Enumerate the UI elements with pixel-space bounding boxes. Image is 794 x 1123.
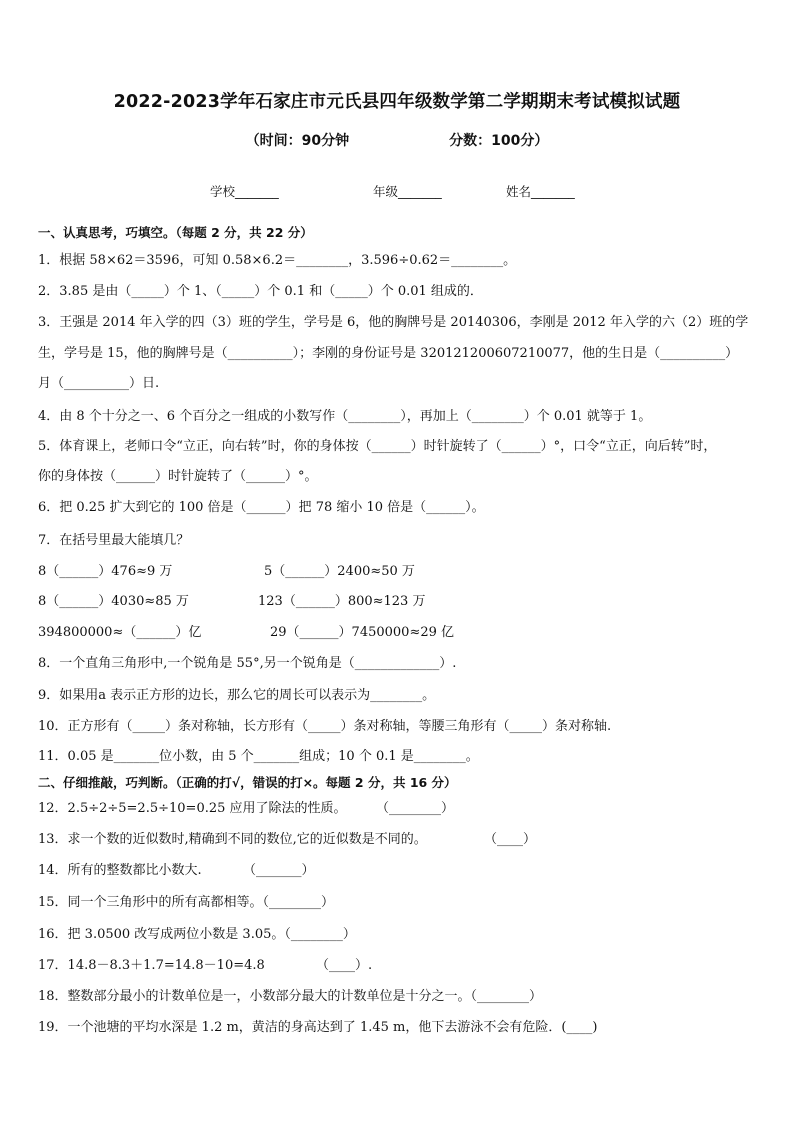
exam-score: 分数：100分） xyxy=(449,133,549,149)
school-field[interactable]: 学校_______ xyxy=(210,184,279,199)
question-6: 6．把 0.25 扩大到它的 100 倍是（______）把 78 缩小 10 倍是（______）。 xyxy=(38,500,485,515)
question-7-item-4: 123（______）800≈123 万 xyxy=(258,594,426,609)
question-18: 18．整数部分最小的计数单位是一，小数部分最大的计数单位是十分之一。（________） xyxy=(38,989,543,1004)
question-7-item-5: 394800000≈（______）亿 xyxy=(38,625,202,640)
question-2: 2．3.85 是由（_____）个 1、（_____）个 0.1 和（_____）个 0.01 组成的． xyxy=(38,284,483,299)
question-15: 15．同一个三角形中的所有高都相等。（________） xyxy=(38,895,335,910)
question-17: 17．14.8－8.3＋1.7=14.8－10=4.8 xyxy=(38,958,265,973)
question-12-answer[interactable]: （________） xyxy=(376,801,455,816)
question-13: 13．求一个数的近似数时,精确到不同的数位,它的近似数是不同的。 xyxy=(38,832,427,847)
exam-title: 2022-2023学年石家庄市元氏县四年级数学第二学期期末考试模拟试题 xyxy=(113,92,681,112)
question-7-item-6: 29（______）7450000≈29 亿 xyxy=(270,625,455,640)
exam-time: （时间：90分钟 xyxy=(245,133,350,149)
question-10: 10．正方形有（_____）条对称轴，长方形有（_____）条对称轴，等腰三角形有（_____）条对称轴. xyxy=(38,719,612,734)
section-heading-judge: 二、仔细推敲，巧判断。（正确的打√，错误的打×。每题 2 分，共 16 分） xyxy=(38,775,457,790)
question-14-answer[interactable]: （_______） xyxy=(243,863,315,878)
question-16: 16．把 3.0500 改写成两位小数是 3.05。（________） xyxy=(38,927,356,942)
question-12: 12．2.5÷2÷5=2.5÷10=0.25 应用了除法的性质。 xyxy=(38,801,347,816)
question-13-answer[interactable]: （____） xyxy=(484,832,537,847)
question-8: 8．一个直角三角形中,一个锐角是 55°,另一个锐角是（_____________）. xyxy=(38,656,457,671)
name-field[interactable]: 姓名_______ xyxy=(506,184,575,199)
question-5-line-2: 你的身体按（______）时针旋转了（______）°。 xyxy=(38,469,318,484)
exam-subtitle xyxy=(0,130,794,150)
question-4: 4．由 8 个十分之一、6 个百分之一组成的小数写作（________），再加上（________）个 0.01 就等于 1。 xyxy=(38,409,652,424)
question-3-line-2: 生，学号是 15，他的胸牌号是（__________）；李刚的身份证号是 320121200607210077，他的生日是（__________） xyxy=(38,346,739,361)
question-7-item-1: 8（______）476≈9 万 xyxy=(38,564,173,579)
grade-field[interactable]: 年级_______ xyxy=(373,184,442,199)
question-3-line-1: 3．王强是 2014 年入学的四（3）班的学生，学号是 6，他的胸牌号是 20140306，李刚是 2012 年入学的六（2）班的学 xyxy=(38,315,749,330)
question-14: 14．所有的整数都比小数大. xyxy=(38,863,202,878)
question-7-item-3: 8（______）4030≈85 万 xyxy=(38,594,189,609)
question-7-item-2: 5（______）2400≈50 万 xyxy=(264,564,415,579)
question-9: 9．如果用a 表示正方形的边长，那么它的周长可以表示为________。 xyxy=(38,688,436,703)
question-17-answer[interactable]: （____）. xyxy=(316,958,373,973)
question-5-line-1: 5．体育课上，老师口令“立正，向右转”时，你的身体按（______）时针旋转了（______）°，口令“立正，向后转”时， xyxy=(38,439,717,454)
question-1: 1．根据 58×62＝3596，可知 0.58×6.2＝________，3.596÷0.62＝________。 xyxy=(38,253,517,268)
question-3-line-3: 月（__________）日. xyxy=(38,376,160,391)
question-19: 19．一个池塘的平均水深是 1.2 m，黄洁的身高达到了 1.45 m，他下去游泳不会有危险．(____) xyxy=(38,1020,598,1035)
question-7: 7．在括号里最大能填几？ xyxy=(38,533,190,548)
question-11: 11．0.05 是_______位小数，由 5 个_______组成；10 个 0.1 是________。 xyxy=(38,749,479,764)
section-heading-fill-blank: 一、认真思考，巧填空。（每题 2 分，共 22 分） xyxy=(38,225,313,240)
